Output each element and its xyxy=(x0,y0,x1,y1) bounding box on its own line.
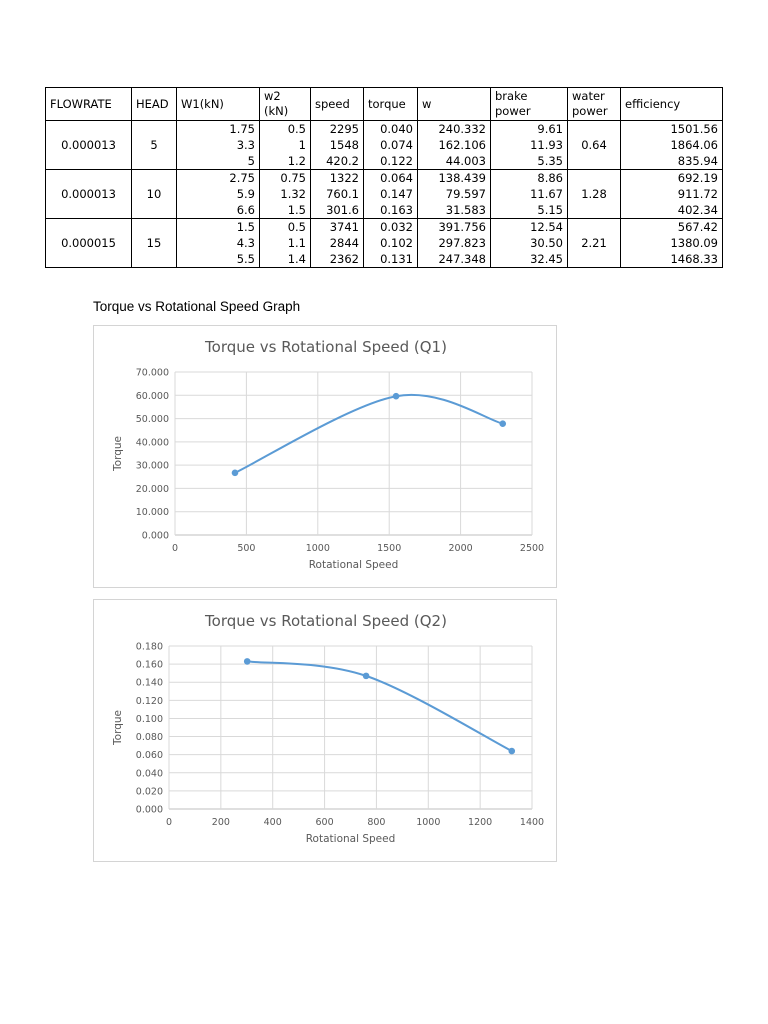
w2-cell: 0.75 xyxy=(260,170,311,187)
w2-cell: 1.32 xyxy=(260,186,311,202)
efficiency-cell: 692.19 xyxy=(621,170,723,187)
y-tick-label: 60.000 xyxy=(135,390,169,402)
y-tick-label: 10.000 xyxy=(135,507,169,519)
brake-power-cell: 11.67 xyxy=(491,186,568,202)
brake-power-cell: 12.54 xyxy=(491,219,568,236)
x-tick-label: 1400 xyxy=(519,817,545,828)
head-cell: 5 xyxy=(132,121,177,170)
x-tick-label: 1000 xyxy=(416,817,441,828)
w-cell: 44.003 xyxy=(418,153,491,170)
w-cell: 79.597 xyxy=(418,186,491,202)
x-tick-label: 2500 xyxy=(519,543,545,554)
header-flowrate: FLOWRATE xyxy=(46,88,132,121)
w-cell: 247.348 xyxy=(418,251,491,268)
data-point xyxy=(232,470,239,477)
w1-cell: 1.75 xyxy=(177,121,260,138)
data-point xyxy=(244,658,251,665)
efficiency-cell: 1380.09 xyxy=(621,235,723,251)
table-row xyxy=(46,219,723,236)
efficiency-cell: 402.34 xyxy=(621,202,723,219)
y-tick-label: 40.000 xyxy=(135,437,169,449)
series-line xyxy=(247,661,512,751)
chart-svg xyxy=(94,326,558,589)
speed-cell: 420.2 xyxy=(311,153,364,170)
flowrate-cell: 0.000015 xyxy=(46,219,132,268)
speed-cell: 2362 xyxy=(311,251,364,268)
y-axis-label: Torque xyxy=(112,710,124,745)
torque-cell: 0.102 xyxy=(364,235,418,251)
w-cell: 391.756 xyxy=(418,219,491,236)
x-axis-label: Rotational Speed xyxy=(305,833,396,845)
efficiency-cell: 835.94 xyxy=(621,153,723,170)
x-tick-label: 500 xyxy=(237,543,256,554)
torque-cell: 0.064 xyxy=(364,170,418,187)
x-tick-label: 1200 xyxy=(468,817,493,828)
efficiency-cell: 911.72 xyxy=(621,186,723,202)
y-tick-label: 0.000 xyxy=(135,804,163,816)
brake-power-cell: 11.93 xyxy=(491,137,568,153)
header-torque: torque xyxy=(364,88,418,121)
y-tick-label: 0.020 xyxy=(135,786,163,798)
torque-cell: 0.040 xyxy=(364,121,418,138)
torque-chart-q2 xyxy=(93,599,557,862)
w2-cell: 0.5 xyxy=(260,219,311,236)
efficiency-cell: 567.42 xyxy=(621,219,723,236)
data-point xyxy=(508,748,515,755)
head-cell: 10 xyxy=(132,170,177,219)
w2-cell: 1.4 xyxy=(260,251,311,268)
w2-cell: 1.5 xyxy=(260,202,311,219)
y-tick-label: 0.060 xyxy=(135,750,163,762)
w2-cell: 1 xyxy=(260,137,311,153)
w1-cell: 6.6 xyxy=(177,202,260,219)
torque-cell: 0.032 xyxy=(364,219,418,236)
header-speed: speed xyxy=(311,88,364,121)
flowrate-cell: 0.000013 xyxy=(46,121,132,170)
header-w2: w2 (kN) xyxy=(260,88,311,121)
w1-cell: 5.5 xyxy=(177,251,260,268)
y-tick-label: 0.120 xyxy=(135,695,163,707)
w-cell: 297.823 xyxy=(418,235,491,251)
chart-title: Torque vs Rotational Speed (Q1) xyxy=(205,338,447,356)
group-2 xyxy=(46,170,723,219)
brake-power-cell: 30.50 xyxy=(491,235,568,251)
w1-cell: 3.3 xyxy=(177,137,260,153)
efficiency-cell: 1501.56 xyxy=(621,121,723,138)
x-tick-label: 2000 xyxy=(448,543,473,554)
speed-cell: 1548 xyxy=(311,137,364,153)
x-tick-label: 600 xyxy=(315,817,334,828)
group-1 xyxy=(46,121,723,170)
w2-cell: 0.5 xyxy=(260,121,311,138)
torque-cell: 0.131 xyxy=(364,251,418,268)
table-row xyxy=(46,121,723,138)
w-cell: 162.106 xyxy=(418,137,491,153)
y-axis-label: Torque xyxy=(112,436,124,471)
speed-cell: 3741 xyxy=(311,219,364,236)
x-tick-label: 1000 xyxy=(305,543,330,554)
w1-cell: 4.3 xyxy=(177,235,260,251)
y-tick-label: 0.140 xyxy=(135,677,163,689)
y-tick-label: 20.000 xyxy=(135,483,169,495)
series-line xyxy=(235,395,503,473)
chart-svg xyxy=(94,600,558,863)
brake-power-cell: 8.86 xyxy=(491,170,568,187)
w1-cell: 5 xyxy=(177,153,260,170)
y-tick-label: 0.080 xyxy=(135,732,163,744)
chart-title: Torque vs Rotational Speed (Q2) xyxy=(205,612,447,630)
torque-cell: 0.147 xyxy=(364,186,418,202)
w1-cell: 1.5 xyxy=(177,219,260,236)
speed-cell: 1322 xyxy=(311,170,364,187)
speed-cell: 2295 xyxy=(311,121,364,138)
y-tick-label: 0.160 xyxy=(135,659,163,671)
w-cell: 138.439 xyxy=(418,170,491,187)
x-axis-label: Rotational Speed xyxy=(308,559,399,571)
y-tick-label: 0.180 xyxy=(135,641,163,653)
speed-cell: 2844 xyxy=(311,235,364,251)
torque-chart-q1 xyxy=(93,325,557,588)
data-point xyxy=(393,393,400,400)
head-cell: 15 xyxy=(132,219,177,268)
data-point xyxy=(499,420,506,427)
w1-cell: 5.9 xyxy=(177,186,260,202)
w-cell: 31.583 xyxy=(418,202,491,219)
group-3 xyxy=(46,219,723,268)
w2-cell: 1.1 xyxy=(260,235,311,251)
brake-power-cell: 5.35 xyxy=(491,153,568,170)
header-efficiency: efficiency xyxy=(621,88,723,121)
flowrate-cell: 0.000013 xyxy=(46,170,132,219)
x-tick-label: 0 xyxy=(171,543,179,554)
torque-cell: 0.163 xyxy=(364,202,418,219)
header-brake-power: brake power xyxy=(491,88,568,121)
y-tick-label: 0.000 xyxy=(141,530,169,542)
header-head: HEAD xyxy=(132,88,177,121)
speed-cell: 760.1 xyxy=(311,186,364,202)
water-power-cell: 2.21 xyxy=(568,219,621,268)
y-tick-label: 0.040 xyxy=(135,768,163,780)
header-w: w xyxy=(418,88,491,121)
torque-cell: 0.074 xyxy=(364,137,418,153)
w1-cell: 2.75 xyxy=(177,170,260,187)
y-tick-label: 50.000 xyxy=(135,414,169,426)
brake-power-cell: 32.45 xyxy=(491,251,568,268)
table-row xyxy=(46,170,723,187)
results-table xyxy=(45,87,723,268)
speed-cell: 301.6 xyxy=(311,202,364,219)
x-tick-label: 800 xyxy=(367,817,386,828)
x-tick-label: 0 xyxy=(165,817,173,828)
y-tick-label: 0.100 xyxy=(135,713,163,725)
water-power-cell: 1.28 xyxy=(568,170,621,219)
header-w1: W1(kN) xyxy=(177,88,260,121)
water-power-cell: 0.64 xyxy=(568,121,621,170)
torque-cell: 0.122 xyxy=(364,153,418,170)
x-tick-label: 400 xyxy=(263,817,282,828)
brake-power-cell: 9.61 xyxy=(491,121,568,138)
efficiency-cell: 1864.06 xyxy=(621,137,723,153)
brake-power-cell: 5.15 xyxy=(491,202,568,219)
y-tick-label: 30.000 xyxy=(135,460,169,472)
efficiency-cell: 1468.33 xyxy=(621,251,723,268)
data-point xyxy=(363,673,370,680)
x-tick-label: 200 xyxy=(211,817,230,828)
y-tick-label: 70.000 xyxy=(135,367,169,379)
section-title: Torque vs Rotational Speed Graph xyxy=(93,299,301,314)
w-cell: 240.332 xyxy=(418,121,491,138)
w2-cell: 1.2 xyxy=(260,153,311,170)
header-water-power: water power xyxy=(568,88,621,121)
x-tick-label: 1500 xyxy=(377,543,402,554)
table-header-row xyxy=(46,88,723,121)
